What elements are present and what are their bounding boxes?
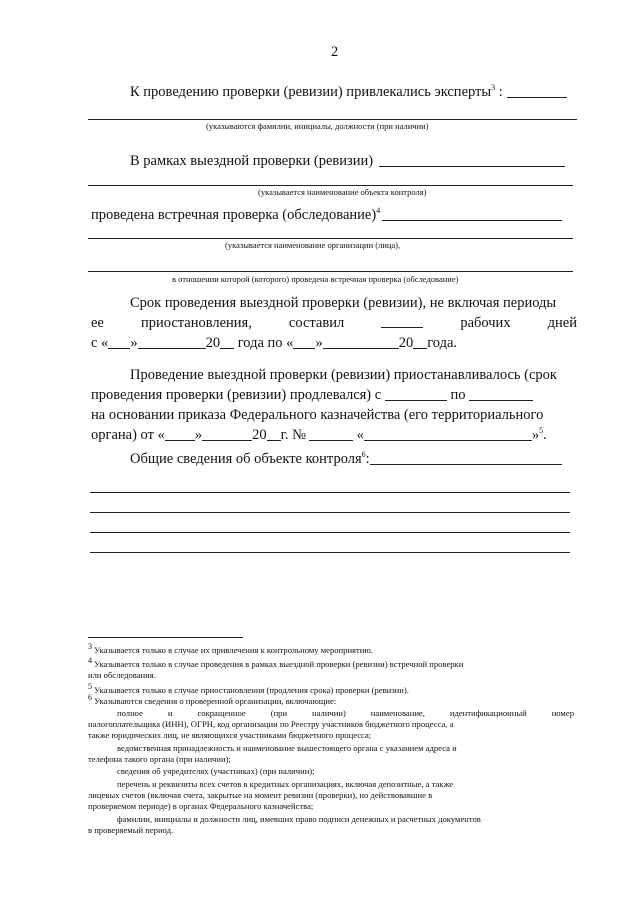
period-word-1: ее	[91, 315, 104, 331]
footnote-4-text: Указывается только в случае проведения в рамках выездной проверки (ревизии) встречной проверки	[94, 659, 464, 669]
field-check-rule	[88, 185, 573, 186]
footnote-6	[88, 693, 337, 706]
footnote-6-item-4-line-1: перечень и реквизиты всех счетов в кредитных организациях, включая депозитные, а также	[117, 779, 454, 789]
experts-label: К проведению проверки (ревизии) привлекались эксперты	[130, 84, 492, 100]
general-info-colon: :	[365, 451, 370, 467]
fn-word: наличии)	[312, 708, 346, 718]
experts-blank	[507, 85, 567, 98]
order-day-blank	[165, 428, 195, 441]
suspension-to-label: по	[450, 387, 466, 403]
suspension-from-label: проведения проверки (ревизии) продлевался) с	[91, 387, 382, 403]
footnote-ref-5: 5	[539, 426, 544, 436]
fn-word: сокращенное	[197, 708, 246, 718]
order-period: .	[543, 427, 547, 443]
suspension-line-2	[91, 387, 533, 404]
order-month-blank	[202, 428, 252, 441]
footnote-separator	[88, 637, 243, 638]
general-info-line	[130, 451, 562, 468]
footnote-ref-3: 3	[491, 83, 496, 93]
period-word-3: составил	[288, 315, 345, 331]
suspension-line-4	[91, 427, 547, 444]
fn-word: и	[167, 708, 173, 718]
period-year-prefix-1: 20	[205, 335, 221, 351]
footnote-6-item-5-line-2: в проверяемый период.	[88, 825, 174, 835]
period-line-1: Срок проведения выездной проверки (ревизии), не включая периоды	[130, 295, 557, 311]
footnote-4-line-2: или обследования.	[88, 670, 156, 680]
footnote-6-item-2-line-1: ведомственная принадлежность и наименование вышестоящего органа с указанием адреса и	[117, 743, 457, 753]
field-check-blank	[379, 154, 565, 167]
footnote-6-item-2-line-2: телефона такого органа (при наличии);	[88, 754, 231, 764]
period-month-1-blank	[138, 336, 206, 349]
period-year-1-blank	[220, 336, 234, 349]
footnote-5-number: 5	[88, 682, 92, 692]
footnote-ref-6: 6	[361, 450, 366, 460]
footnote-6-item-1-line-2: налогоплательщика (ИНН), ОГРН, код организации по Реестру участников бюджетного процесса, а	[88, 719, 454, 729]
order-title-blank	[364, 428, 532, 441]
footnote-5	[88, 682, 409, 695]
counter-check-rule-1	[88, 238, 573, 239]
general-rule-2	[90, 512, 570, 513]
order-number-label: г. №	[280, 427, 306, 443]
period-date-open: с «	[91, 335, 109, 351]
fn-word: (при	[270, 708, 288, 718]
footnote-6-item-1-line-1	[117, 709, 574, 718]
footnote-6-item-4-line-3: проверяемом периоде) в органах Федерального казначейства;	[88, 801, 314, 811]
period-day-2-blank	[293, 336, 315, 349]
fn-word: наименование,	[370, 708, 425, 718]
suspension-line-3: на основании приказа Федерального казначейства (его территориального	[91, 407, 544, 423]
period-month-2-blank	[323, 336, 399, 349]
counter-check-caption-1: (указывается наименование организации (лица),	[225, 240, 401, 250]
experts-caption: (указываются фамилии, инициалы, должности (при наличии)	[206, 121, 429, 131]
suspension-to-blank	[469, 388, 533, 401]
footnote-4-line-1	[88, 656, 464, 669]
suspension-from-blank	[385, 388, 447, 401]
period-year-2-blank	[413, 336, 427, 349]
footnote-6-text: Указываются сведения о проверенной организации, включающие:	[94, 696, 337, 706]
general-rule-3	[90, 532, 570, 533]
fn-word: номер	[551, 708, 574, 718]
experts-line-rule	[88, 119, 577, 120]
period-dates-line	[91, 335, 457, 352]
counter-check-rule-2	[88, 271, 573, 272]
period-word-4: рабочих	[460, 315, 511, 331]
footnote-3-number: 3	[88, 642, 92, 652]
fn-word: идентификационный	[449, 708, 527, 718]
footnote-3-text: Указывается только в случае их привлечения к контрольному мероприятию.	[94, 645, 373, 655]
order-title-open: «	[356, 427, 364, 443]
counter-check-blank	[382, 208, 562, 221]
experts-line	[130, 84, 567, 101]
period-quote-2: »	[315, 335, 323, 351]
field-check-caption: (указывается наименование объекта контроля)	[258, 187, 427, 197]
period-line-2	[91, 315, 577, 332]
period-word-5: дней	[547, 315, 577, 331]
period-quote-1: »	[130, 335, 138, 351]
footnote-4-number: 4	[88, 656, 92, 666]
footnote-6-item-3: сведения об учредителях (участниках) (при наличии);	[117, 766, 315, 776]
counter-check-line	[91, 207, 562, 224]
field-check-label: В рамках выездной проверки (ревизии)	[130, 153, 374, 169]
order-title-close: »	[531, 427, 540, 443]
fn-word: полное	[117, 708, 143, 718]
footnote-6-item-1-line-3: также юридических лиц, не являющихся участниками бюджетного процесса;	[88, 730, 372, 740]
counter-check-caption-2: в отношении которой (которого) проведена встречная проверка (обследование)	[172, 274, 459, 284]
footnote-6-item-4-line-2: лицевых счетов (включая счета, закрытые на момент ревизии (проверки), но действовавшие в	[88, 790, 433, 800]
page-number: 2	[331, 44, 339, 60]
footnote-6-number: 6	[88, 693, 92, 703]
order-number-blank	[309, 428, 353, 441]
footnote-ref-4: 4	[376, 206, 381, 216]
experts-colon: :	[498, 84, 503, 100]
period-date-end: года.	[427, 335, 458, 351]
field-check-line	[130, 153, 565, 170]
general-info-label: Общие сведения об объекте контроля	[130, 451, 362, 467]
period-day-1-blank	[108, 336, 130, 349]
general-info-blank	[370, 452, 562, 465]
order-quote: »	[194, 427, 203, 443]
general-rule-4	[90, 552, 570, 553]
footnote-6-item-5-line-1: фамилии, инициалы и должности лиц, имевших право подписи денежных и расчетных документов	[117, 814, 481, 824]
suspension-line-1: Проведение выездной проверки (ревизии) приостанавливалось (срок	[130, 367, 557, 383]
order-year-blank	[267, 428, 281, 441]
period-days-blank	[381, 315, 423, 328]
general-rule-1	[90, 492, 570, 493]
period-year-prefix-2: 20	[398, 335, 414, 351]
period-word-2: приостановления,	[140, 315, 252, 331]
order-date-open: органа) от «	[91, 427, 165, 443]
footnote-5-text: Указывается только в случае приостановления (продления срока) проверки (ревизии).	[94, 685, 409, 695]
counter-check-label: проведена встречная проверка (обследование)	[91, 207, 377, 223]
order-year-prefix: 20	[252, 427, 267, 443]
period-date-mid: года по «	[237, 335, 294, 351]
footnote-3	[88, 642, 373, 655]
